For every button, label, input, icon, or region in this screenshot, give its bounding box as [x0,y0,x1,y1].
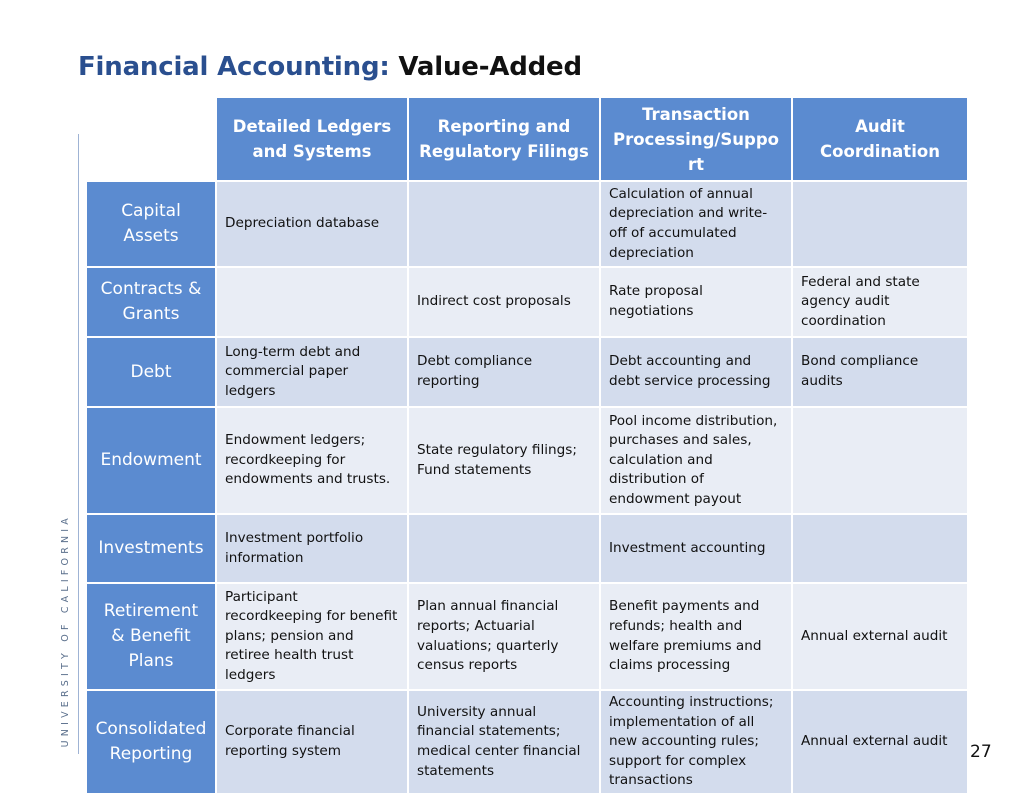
table-row [86,181,968,267]
table-cell: Long-term debt and commercial paper ledgers [216,337,408,407]
table-row [86,337,968,407]
table-cell: Depreciation database [216,181,408,267]
table-cell: Indirect cost proposals [408,267,600,337]
table-cell [792,407,968,514]
title-prefix: Financial Accounting: [78,52,390,82]
column-header: Detailed Ledgers and Systems [216,97,408,181]
table-cell: Rate proposal negotiations [600,267,792,337]
row-header: Capital Assets [86,181,216,267]
side-label [56,514,74,748]
table-cell [408,181,600,267]
row-header: Consolidated Reporting [86,690,216,794]
value-added-table [85,96,969,795]
table-cell: Endowment ledgers; recordkeeping for endowments and trusts. [216,407,408,514]
table-cell: Accounting instructions; implementation of all new accounting rules; support for complex transactions [600,690,792,794]
table-cell: Pool income distribution, purchases and sales, calculation and distribution of endowment payout [600,407,792,514]
table-cell [792,514,968,583]
side-label-text: UNIVERSITY OF CALIFORNIA [59,514,71,748]
table-cell [408,514,600,583]
column-header: Transaction Processing/Support [600,97,792,181]
row-header: Endowment [86,407,216,514]
table-cell: Debt accounting and debt service processing [600,337,792,407]
title-suffix: Value-Added [389,52,582,82]
table-row [86,514,968,583]
header-row [86,97,968,181]
table-row [86,583,968,690]
table-cell [216,267,408,337]
table-cell: Corporate financial reporting system [216,690,408,794]
table-cell: Bond compliance audits [792,337,968,407]
table-cell: Investment portfolio information [216,514,408,583]
column-header: Reporting and Regulatory Filings [408,97,600,181]
row-header: Investments [86,514,216,583]
vertical-divider [78,134,79,754]
table-cell: Investment accounting [600,514,792,583]
table-cell: Debt compliance reporting [408,337,600,407]
row-header: Retirement & Benefit Plans [86,583,216,690]
table-cell: University annual financial statements; medical center financial statements [408,690,600,794]
table-cell: Annual external audit [792,690,968,794]
table-cell: Plan annual financial reports; Actuarial valuations; quarterly census reports [408,583,600,690]
page-number: 27 [970,742,992,762]
row-header: Debt [86,337,216,407]
table-cell: Annual external audit [792,583,968,690]
table-row [86,407,968,514]
table-cell: Participant recordkeeping for benefit plans; pension and retiree health trust ledgers [216,583,408,690]
table-cell: Federal and state agency audit coordination [792,267,968,337]
table-cell: State regulatory filings; Fund statements [408,407,600,514]
column-header: Audit Coordination [792,97,968,181]
page-title [78,52,582,82]
table-row [86,267,968,337]
table-cell [792,181,968,267]
table-cell: Calculation of annual depreciation and write-off of accumulated depreciation [600,181,792,267]
table-cell: Benefit payments and refunds; health and welfare premiums and claims processing [600,583,792,690]
corner-cell [86,97,216,181]
row-header: Contracts & Grants [86,267,216,337]
table-row [86,690,968,794]
